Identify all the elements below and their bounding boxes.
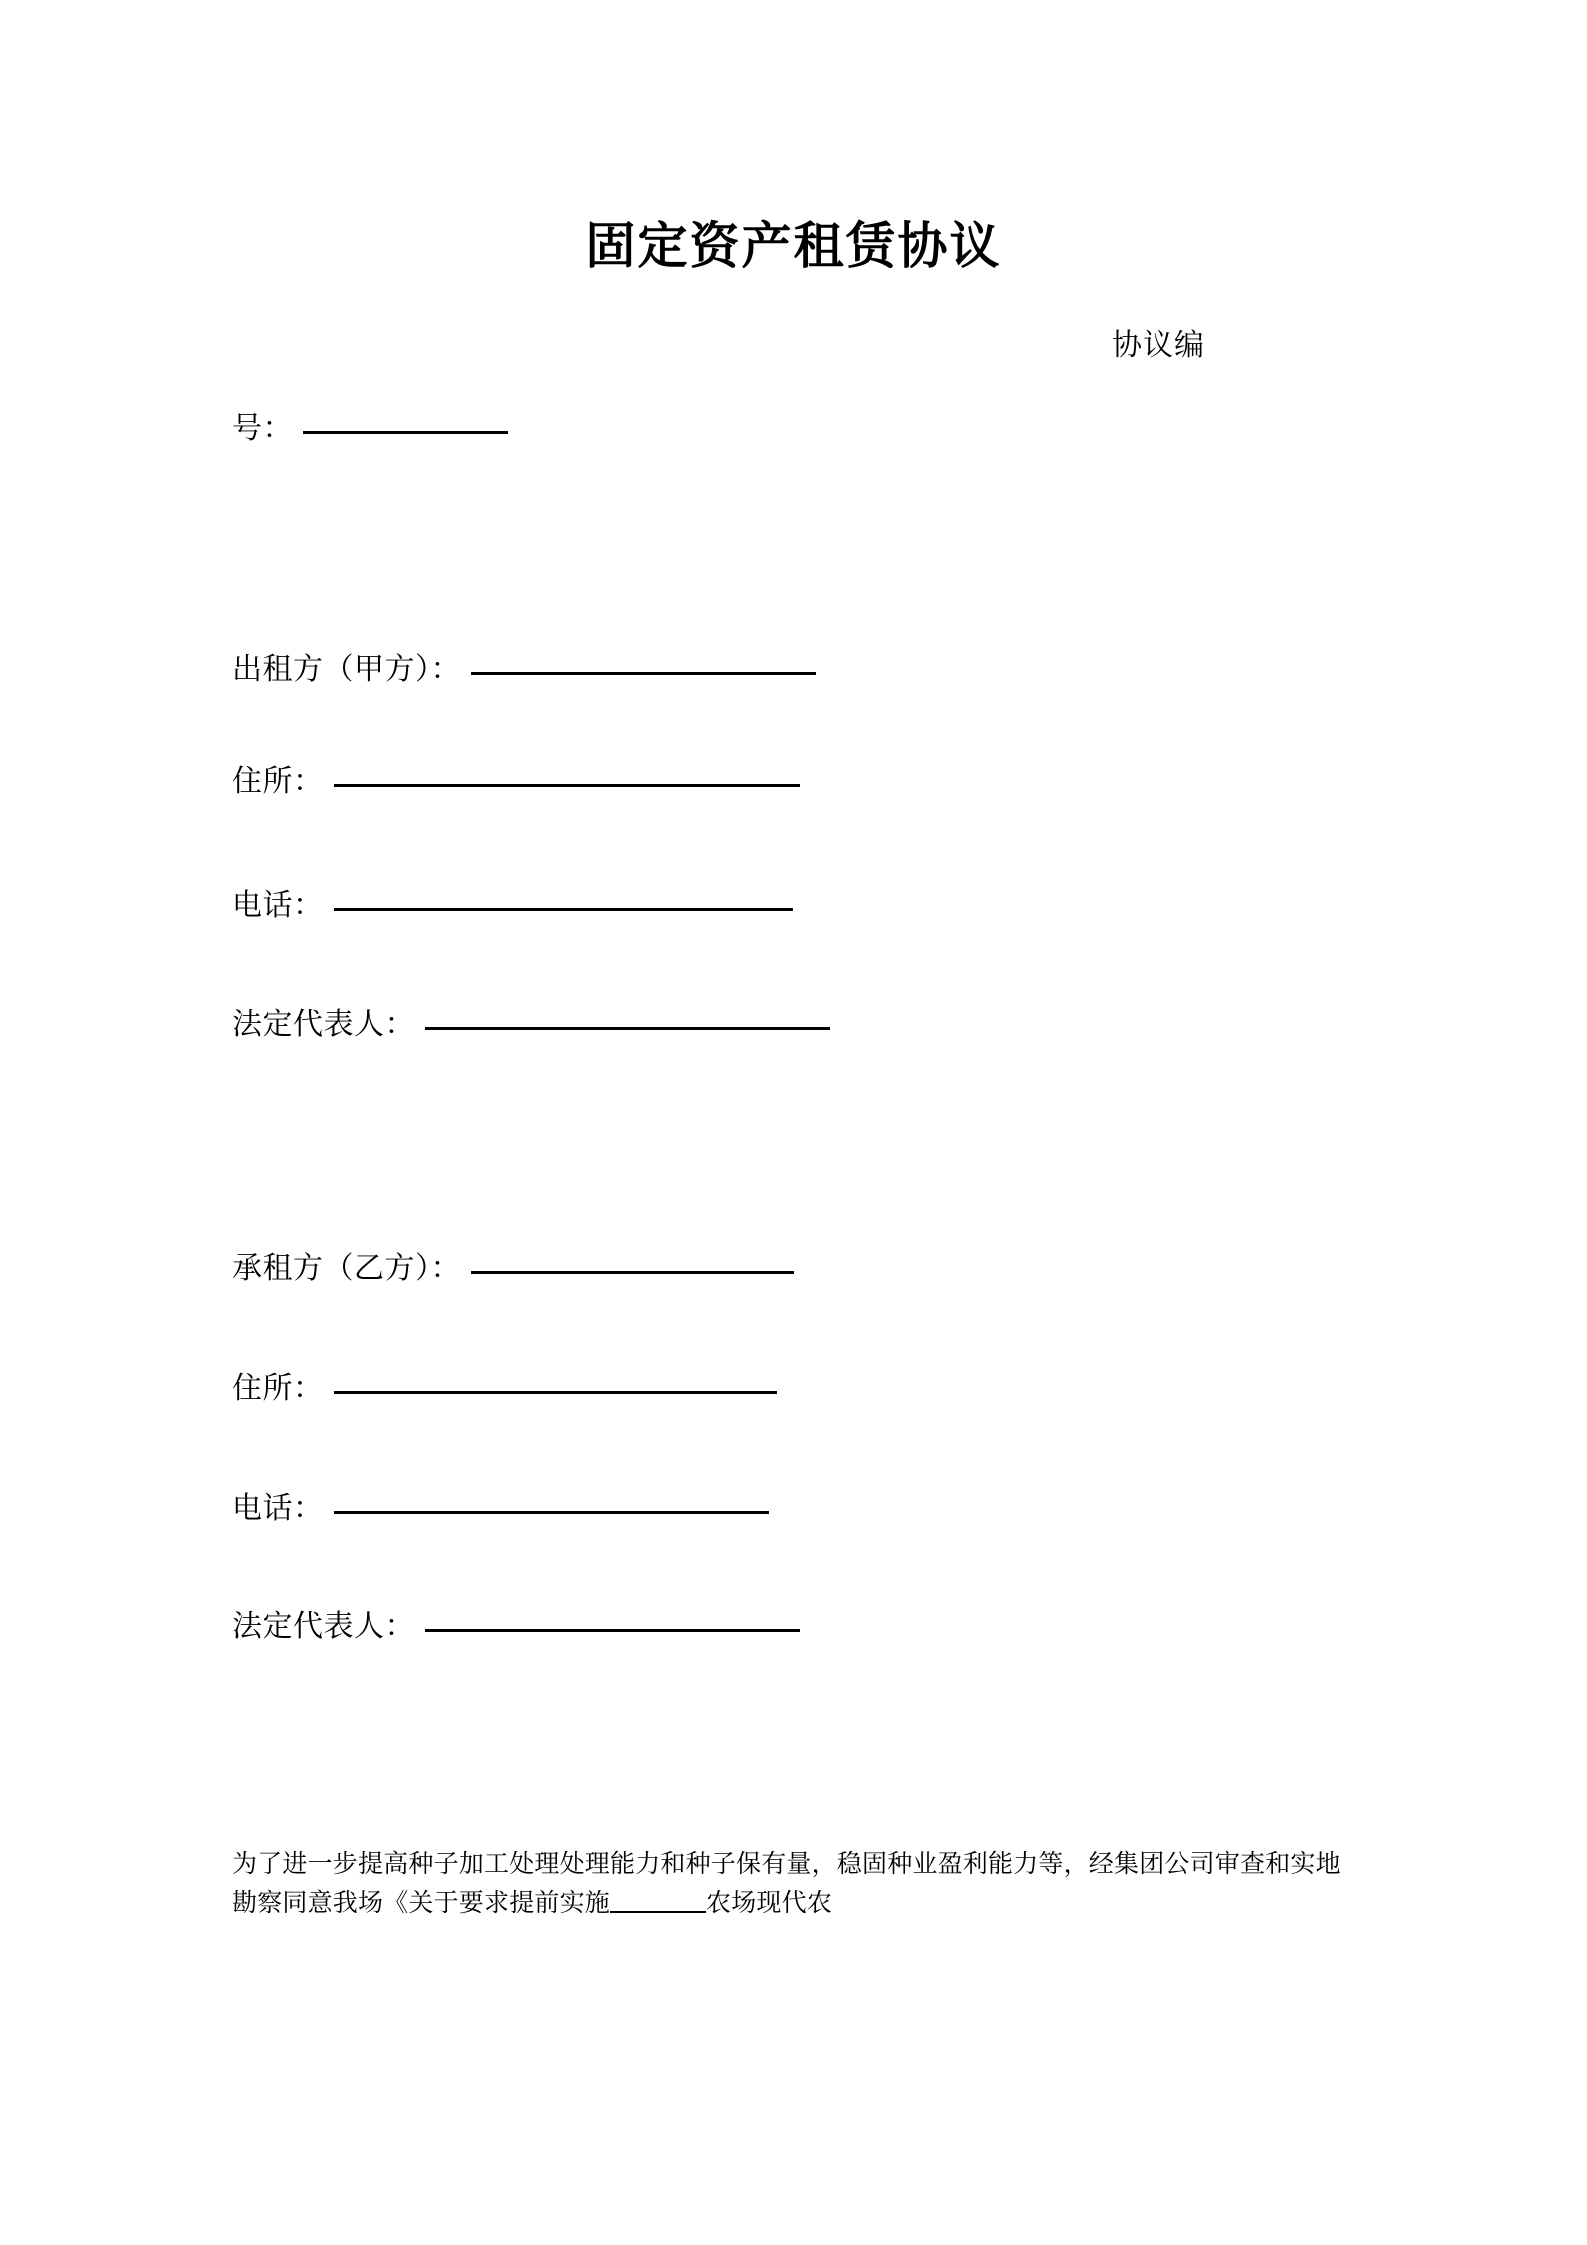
lessor-address-input[interactable] — [334, 783, 800, 787]
lessee-phone-input[interactable] — [334, 1510, 769, 1514]
field-lessor-party — [232, 650, 816, 691]
agreement-number-prefix: 协议编 — [1112, 328, 1205, 363]
field-agreement-number — [232, 409, 508, 450]
lessee-party-input[interactable] — [471, 1270, 794, 1274]
field-lessee-address — [232, 1369, 777, 1410]
agreement-number-input[interactable] — [303, 430, 508, 434]
lessee-party-label: 承租方（乙方）： — [232, 1251, 461, 1286]
field-lessor-phone — [232, 886, 793, 927]
preamble-text-before-blank: 为了进一步提高种子加工处理处理能力和种子保有量，稳固种业盈利能力等，经集团公司审查和实地勘察同意我场《关于要求提前实施 — [232, 1849, 1341, 1917]
page-title: 固定资产租赁协议 — [585, 216, 1002, 275]
preamble-text-after-blank: 农场现代农 — [706, 1887, 833, 1917]
lessor-legal-rep-label: 法定代表人： — [232, 1007, 415, 1042]
lessor-phone-input[interactable] — [334, 907, 793, 911]
lessor-address-label: 住所： — [232, 764, 324, 799]
preamble-inline-blank[interactable] — [610, 1911, 706, 1913]
lessee-phone-label: 电话： — [232, 1491, 324, 1526]
field-lessee-phone — [232, 1489, 769, 1530]
lessee-address-label: 住所： — [232, 1371, 324, 1406]
field-lessee-legal-rep — [232, 1607, 800, 1648]
lessee-address-input[interactable] — [334, 1390, 777, 1394]
agreement-number-label: 号： — [232, 411, 293, 446]
lessor-party-input[interactable] — [471, 671, 816, 675]
lessee-legal-rep-label: 法定代表人： — [232, 1609, 415, 1644]
lessor-party-label: 出租方（甲方）： — [232, 652, 461, 687]
preamble-paragraph — [232, 1845, 1357, 1923]
field-lessor-address — [232, 762, 800, 803]
lessor-legal-rep-input[interactable] — [425, 1026, 830, 1030]
lessor-phone-label: 电话： — [232, 888, 324, 923]
field-lessor-legal-rep — [232, 1005, 830, 1046]
lessee-legal-rep-input[interactable] — [425, 1628, 800, 1632]
field-lessee-party — [232, 1249, 794, 1290]
